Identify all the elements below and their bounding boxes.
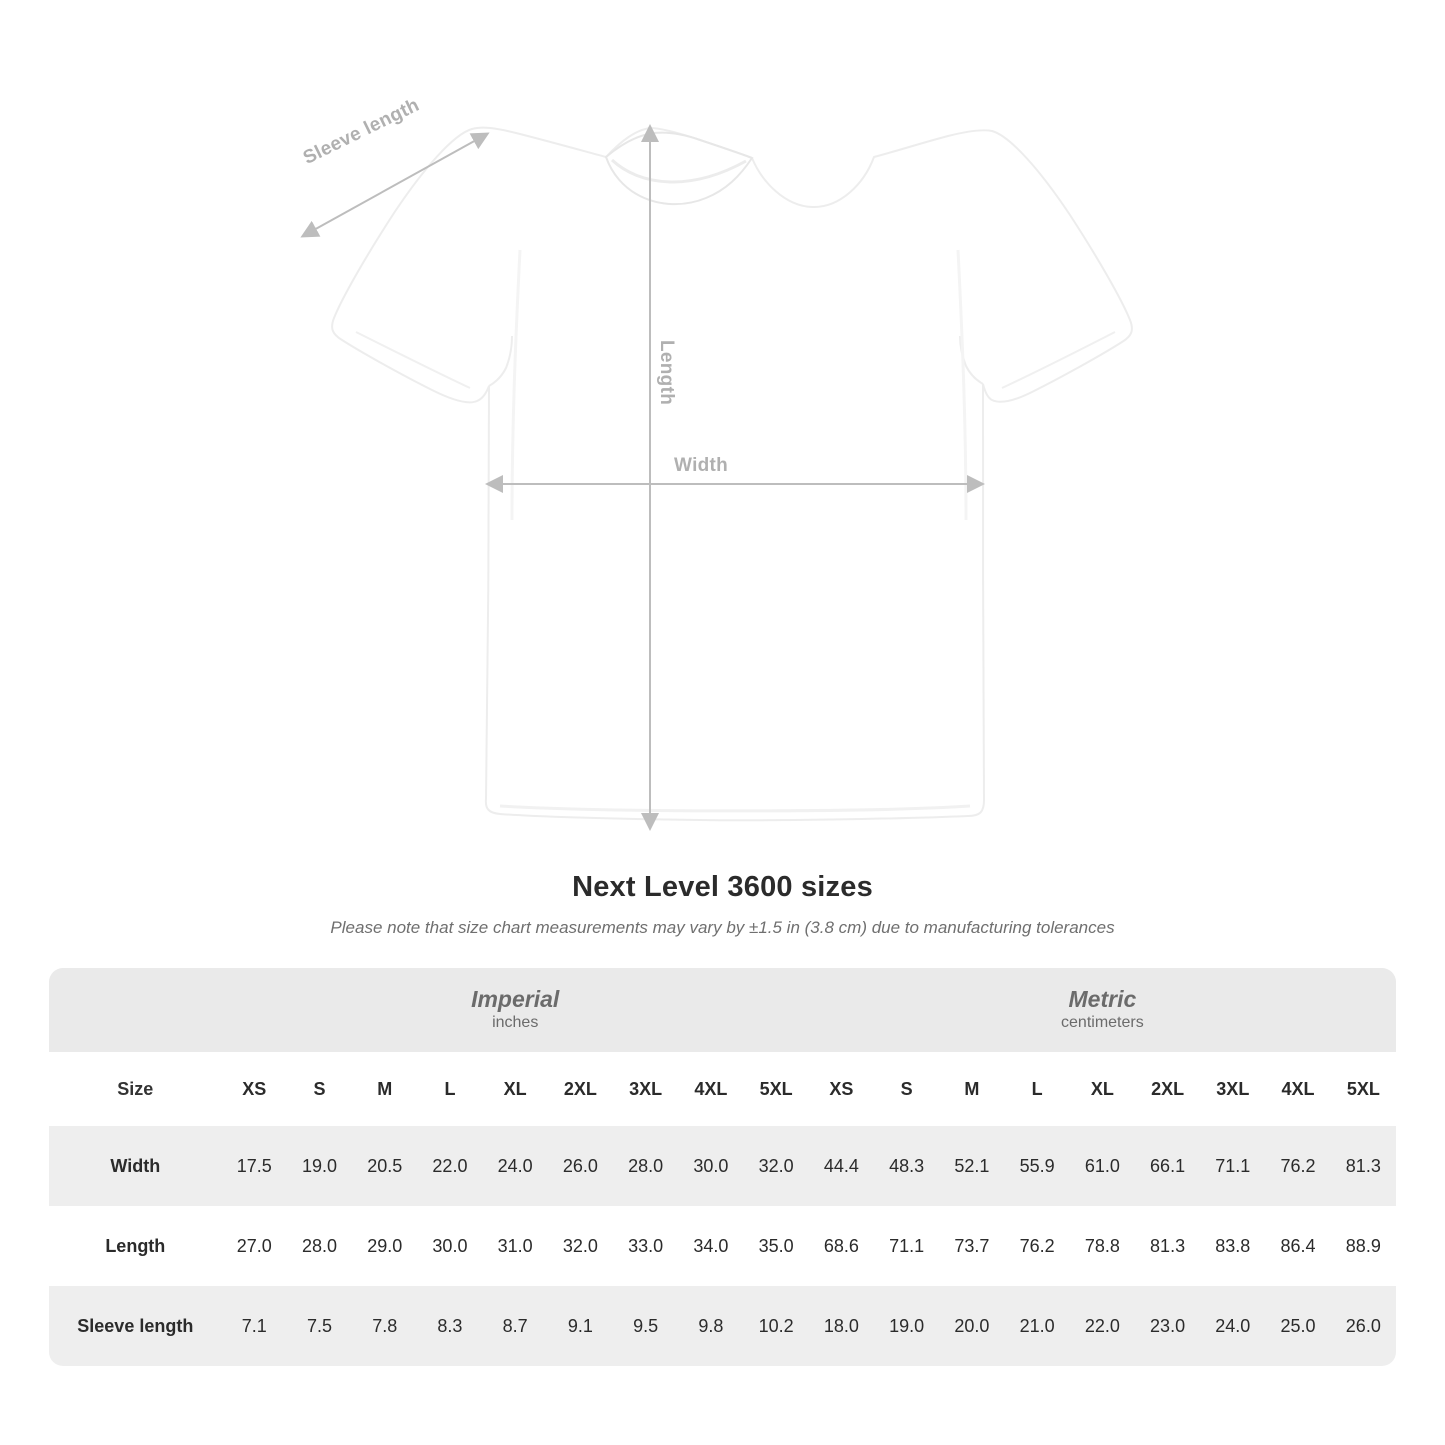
cell-sleeve-metric-5xl: 26.0 — [1331, 1286, 1396, 1366]
tshirt-shape — [332, 128, 1132, 821]
group-metric-unit: centimeters — [1061, 1014, 1144, 1032]
cell-length-metric-5xl: 88.9 — [1331, 1206, 1396, 1286]
cell-sleeve-metric-2xl: 23.0 — [1135, 1286, 1200, 1366]
page-title: Next Level 3600 sizes — [572, 871, 873, 903]
tolerance-note: Please note that size chart measurements may vary by ±1.5 in (3.8 cm) due to manufacturing tolerances — [330, 918, 1115, 937]
cell-length-metric-xs: 68.6 — [809, 1206, 874, 1286]
cell-length-metric-m: 73.7 — [939, 1206, 1004, 1286]
row-label-length: Length — [49, 1206, 222, 1286]
group-imperial-unit: inches — [492, 1014, 539, 1032]
cell-length-metric-xl: 78.8 — [1070, 1206, 1135, 1286]
size-header-imperial-xl: XL — [483, 1052, 548, 1126]
cell-length-imperial-xs: 27.0 — [222, 1206, 287, 1286]
cell-sleeve-metric-xs: 18.0 — [809, 1286, 874, 1366]
cell-sleeve-metric-xl: 22.0 — [1070, 1286, 1135, 1366]
cell-length-metric-3xl: 83.8 — [1200, 1206, 1265, 1286]
size-header-metric-2xl: 2XL — [1135, 1052, 1200, 1126]
size-header-metric-s: S — [874, 1052, 939, 1126]
size-table-wrapper — [49, 968, 1396, 1366]
size-header-imperial-m: M — [352, 1052, 417, 1126]
cell-sleeve-metric-4xl: 25.0 — [1265, 1286, 1330, 1366]
cell-length-imperial-4xl: 34.0 — [678, 1206, 743, 1286]
cell-width-imperial-3xl: 28.0 — [613, 1126, 678, 1206]
cell-width-imperial-xl: 24.0 — [483, 1126, 548, 1206]
cell-width-metric-xs: 44.4 — [809, 1126, 874, 1206]
group-metric — [809, 968, 1396, 1052]
cell-length-imperial-m: 29.0 — [352, 1206, 417, 1286]
cell-sleeve-imperial-l: 8.3 — [417, 1286, 482, 1366]
cell-width-imperial-s: 19.0 — [287, 1126, 352, 1206]
cell-width-imperial-5xl: 32.0 — [744, 1126, 809, 1206]
cell-sleeve-imperial-4xl: 9.8 — [678, 1286, 743, 1366]
cell-sleeve-metric-m: 20.0 — [939, 1286, 1004, 1366]
size-header-metric-3xl: 3XL — [1200, 1052, 1265, 1126]
cell-width-metric-2xl: 66.1 — [1135, 1126, 1200, 1206]
cell-length-imperial-s: 28.0 — [287, 1206, 352, 1286]
size-header-imperial-5xl: 5XL — [744, 1052, 809, 1126]
cell-width-metric-m: 52.1 — [939, 1126, 1004, 1206]
group-metric-name: Metric — [1068, 985, 1137, 1012]
cell-width-metric-s: 48.3 — [874, 1126, 939, 1206]
size-header-imperial-s: S — [287, 1052, 352, 1126]
size-header-imperial-3xl: 3XL — [613, 1052, 678, 1126]
row-label-sleeve-length: Sleeve length — [49, 1286, 222, 1366]
cell-sleeve-metric-s: 19.0 — [874, 1286, 939, 1366]
size-header-metric-xs: XS — [809, 1052, 874, 1126]
sleeve-length-label: Sleeve length — [300, 94, 423, 169]
cell-length-imperial-2xl: 32.0 — [548, 1206, 613, 1286]
cell-sleeve-imperial-xl: 8.7 — [483, 1286, 548, 1366]
size-header-metric-4xl: 4XL — [1265, 1052, 1330, 1126]
cell-sleeve-imperial-2xl: 9.1 — [548, 1286, 613, 1366]
size-header-metric-l: L — [1004, 1052, 1069, 1126]
size-header-metric-m: M — [939, 1052, 1004, 1126]
cell-width-imperial-xs: 17.5 — [222, 1126, 287, 1206]
cell-width-metric-3xl: 71.1 — [1200, 1126, 1265, 1206]
cell-width-imperial-m: 20.5 — [352, 1126, 417, 1206]
size-header-imperial-xs: XS — [222, 1052, 287, 1126]
width-label: Width — [674, 455, 729, 476]
cell-sleeve-imperial-s: 7.5 — [287, 1286, 352, 1366]
cell-width-metric-4xl: 76.2 — [1265, 1126, 1330, 1206]
title-block — [0, 871, 1445, 938]
cell-width-imperial-l: 22.0 — [417, 1126, 482, 1206]
cell-width-imperial-2xl: 26.0 — [548, 1126, 613, 1206]
size-header-row — [49, 1052, 1396, 1126]
table-row — [49, 1126, 1396, 1206]
cell-sleeve-imperial-xs: 7.1 — [222, 1286, 287, 1366]
cell-width-metric-l: 55.9 — [1004, 1126, 1069, 1206]
corner-cell — [49, 968, 222, 1052]
cell-length-metric-4xl: 86.4 — [1265, 1206, 1330, 1286]
size-header-metric-5xl: 5XL — [1331, 1052, 1396, 1126]
cell-length-metric-2xl: 81.3 — [1135, 1206, 1200, 1286]
cell-sleeve-metric-l: 21.0 — [1004, 1286, 1069, 1366]
cell-sleeve-imperial-3xl: 9.5 — [613, 1286, 678, 1366]
table-row — [49, 1206, 1396, 1286]
length-label: Length — [656, 340, 677, 406]
group-imperial — [222, 968, 809, 1052]
unit-group-row — [49, 968, 1396, 1052]
table-row — [49, 1286, 1396, 1366]
cell-length-metric-s: 71.1 — [874, 1206, 939, 1286]
size-table — [49, 968, 1396, 1366]
row-label-width: Width — [49, 1126, 222, 1206]
size-header-metric-xl: XL — [1070, 1052, 1135, 1126]
cell-length-imperial-5xl: 35.0 — [744, 1206, 809, 1286]
size-header-imperial-2xl: 2XL — [548, 1052, 613, 1126]
cell-width-imperial-4xl: 30.0 — [678, 1126, 743, 1206]
cell-length-imperial-l: 30.0 — [417, 1206, 482, 1286]
cell-width-metric-5xl: 81.3 — [1331, 1126, 1396, 1206]
group-imperial-name: Imperial — [471, 985, 560, 1012]
size-header-label: Size — [49, 1052, 222, 1126]
cell-sleeve-imperial-m: 7.8 — [352, 1286, 417, 1366]
cell-sleeve-metric-3xl: 24.0 — [1200, 1286, 1265, 1366]
size-header-imperial-l: L — [417, 1052, 482, 1126]
cell-length-imperial-xl: 31.0 — [483, 1206, 548, 1286]
cell-width-metric-xl: 61.0 — [1070, 1126, 1135, 1206]
cell-length-metric-l: 76.2 — [1004, 1206, 1069, 1286]
cell-sleeve-imperial-5xl: 10.2 — [744, 1286, 809, 1366]
size-header-imperial-4xl: 4XL — [678, 1052, 743, 1126]
cell-length-imperial-3xl: 33.0 — [613, 1206, 678, 1286]
